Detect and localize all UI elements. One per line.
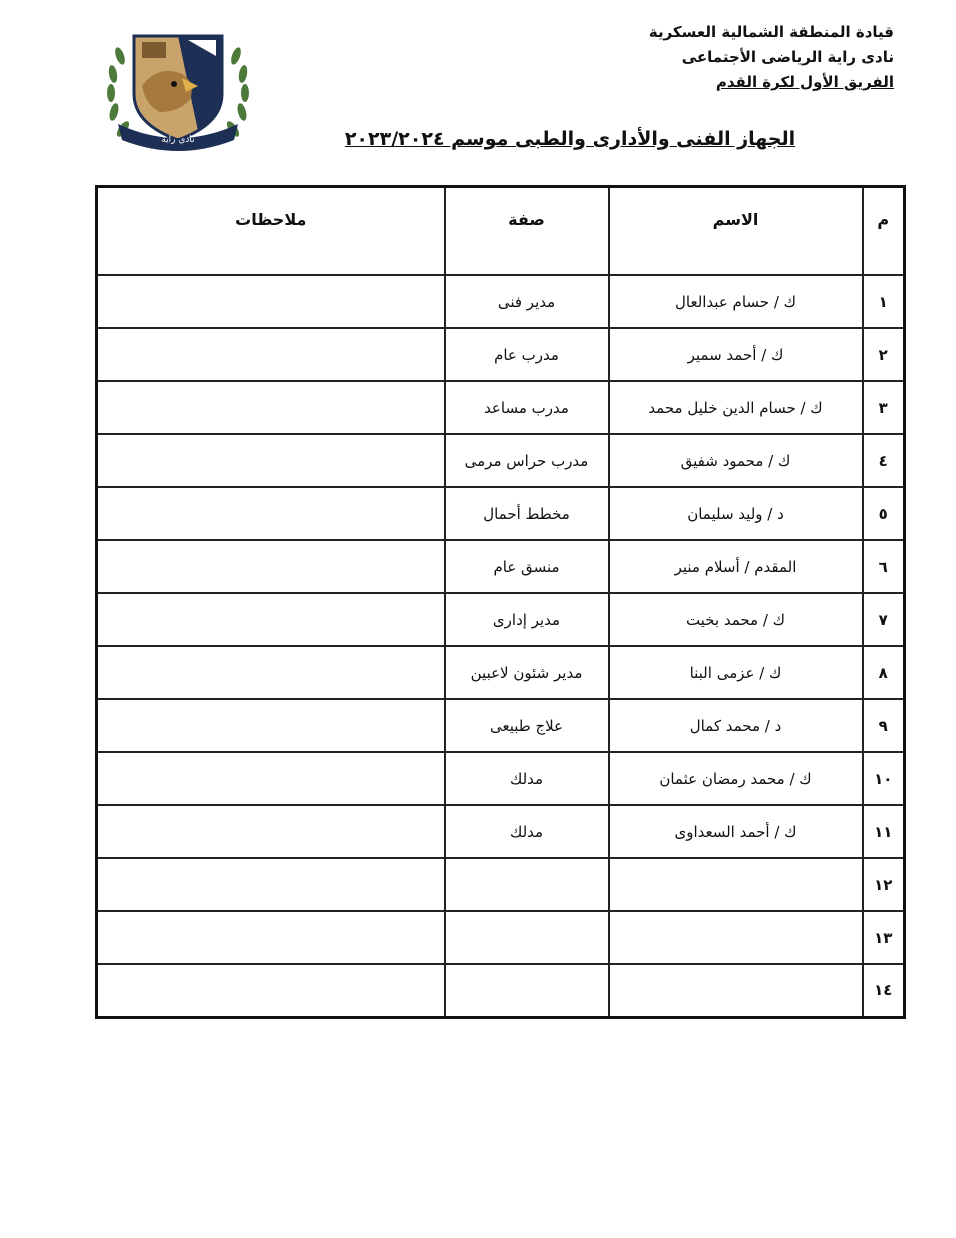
club-logo — [98, 16, 258, 156]
cell-role: علاج طبيعى — [445, 699, 609, 752]
cell-num: ١١ — [863, 805, 905, 858]
table-row — [97, 805, 905, 858]
table-row — [97, 646, 905, 699]
cell-num: ٦ — [863, 540, 905, 593]
cell-name — [609, 911, 863, 964]
cell-name: ك / محمد بخيت — [609, 593, 863, 646]
header-line-command: قيادة المنطقة الشمالية العسكرية — [648, 23, 894, 41]
cell-num: ١٠ — [863, 752, 905, 805]
header-notes: ملاحظات — [97, 187, 445, 276]
cell-name: د / محمد كمال — [609, 699, 863, 752]
cell-notes — [97, 752, 445, 805]
table-row — [97, 381, 905, 434]
document-title: الجهاز الفنى والأدارى والطبى موسم ٢٠٢٣/٢٠٢٤ — [344, 128, 796, 150]
cell-role: مدرب مساعد — [445, 381, 609, 434]
table-row — [97, 699, 905, 752]
cell-role: مدرب عام — [445, 328, 609, 381]
cell-num: ٩ — [863, 699, 905, 752]
logo-ribbon-text: نادي راية — [161, 135, 195, 145]
cell-num: ٢ — [863, 328, 905, 381]
cell-role: مدلك — [445, 752, 609, 805]
cell-name — [609, 858, 863, 911]
cell-num: ٣ — [863, 381, 905, 434]
cell-num: ٤ — [863, 434, 905, 487]
cell-name: ك / أحمد السعداوى — [609, 805, 863, 858]
cell-role: مدير فنى — [445, 275, 609, 328]
cell-notes — [97, 964, 445, 1017]
cell-num: ١٤ — [863, 964, 905, 1017]
cell-name: ك / حسام الدين خليل محمد — [609, 381, 863, 434]
table-row — [97, 593, 905, 646]
header-name: الاسم — [609, 187, 863, 276]
header-block — [594, 20, 894, 95]
cell-notes — [97, 858, 445, 911]
cell-num: ٧ — [863, 593, 905, 646]
cell-name: ك / حسام عبدالعال — [609, 275, 863, 328]
header-line-club: نادى راية الرياضى الأجتماعى — [681, 48, 894, 66]
header-num: م — [863, 187, 905, 276]
cell-name: ك / محمد رمضان عثمان — [609, 752, 863, 805]
table-row — [97, 540, 905, 593]
cell-name: ك / أحمد سمير — [609, 328, 863, 381]
table-row — [97, 275, 905, 328]
cell-role: مخطط أحمال — [445, 487, 609, 540]
table-row — [97, 964, 905, 1017]
staff-table — [95, 185, 906, 1019]
table-row — [97, 487, 905, 540]
cell-notes — [97, 699, 445, 752]
table-row — [97, 911, 905, 964]
cell-notes — [97, 646, 445, 699]
table-row — [97, 328, 905, 381]
cell-role: مدرب حراس مرمى — [445, 434, 609, 487]
cell-name: ك / عزمى البنا — [609, 646, 863, 699]
cell-num: ٥ — [863, 487, 905, 540]
cell-notes — [97, 434, 445, 487]
cell-notes — [97, 275, 445, 328]
cell-num: ٨ — [863, 646, 905, 699]
cell-role: مدير شئون لاعبين — [445, 646, 609, 699]
cell-notes — [97, 540, 445, 593]
cell-role: منسق عام — [445, 540, 609, 593]
cell-role: مدير إدارى — [445, 593, 609, 646]
table-row — [97, 858, 905, 911]
cell-name: ك / محمود شفيق — [609, 434, 863, 487]
cell-notes — [97, 593, 445, 646]
cell-notes — [97, 805, 445, 858]
cell-name: المقدم / أسلام منير — [609, 540, 863, 593]
cell-role: مدلك — [445, 805, 609, 858]
cell-role — [445, 911, 609, 964]
cell-role — [445, 858, 609, 911]
cell-notes — [97, 911, 445, 964]
cell-role — [445, 964, 609, 1017]
cell-num: ١٢ — [863, 858, 905, 911]
cell-name — [609, 964, 863, 1017]
table-row — [97, 434, 905, 487]
cell-notes — [97, 487, 445, 540]
cell-num: ١ — [863, 275, 905, 328]
header-line-team: الفريق الأول لكرة القدم — [715, 73, 894, 91]
header-role: صفة — [445, 187, 609, 276]
table-header-row — [97, 187, 905, 276]
table-row — [97, 752, 905, 805]
cell-num: ١٣ — [863, 911, 905, 964]
cell-name: د / وليد سليمان — [609, 487, 863, 540]
cell-notes — [97, 381, 445, 434]
cell-notes — [97, 328, 445, 381]
